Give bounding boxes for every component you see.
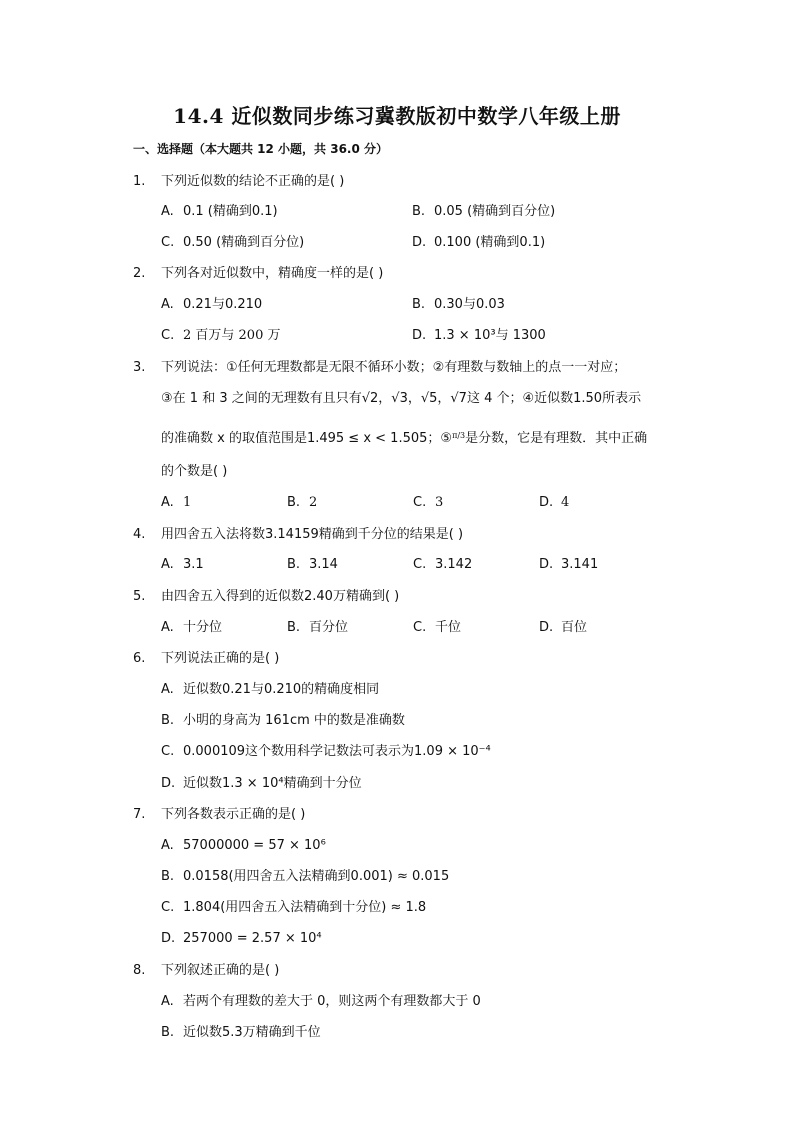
question-text-line-3: 的准确数 x 的取值范围是1.495 ≤ x < 1.505；⑤$^{\pi/3}$是分数，它是有理数．其中正确 [161, 431, 648, 446]
option-a: A. 57000000 = 57 × 10⁶ [161, 838, 326, 853]
question-text: 用四舍五入法将数3.14159精确到千分位的结果是( ) [161, 527, 464, 542]
option-b: B. 小明的身高为 161cm 中的数是准确数 [161, 713, 405, 728]
option-b: B. 2 [287, 495, 318, 510]
option-d: D. 1.3 × 10³与 1300 [412, 328, 546, 343]
option-d: D. 257000 = 2.57 × 10⁴ [161, 931, 322, 946]
option-c: C. 2 百万与 200 万 [161, 328, 281, 343]
option-b: B. 0.0158(用四舍五入法精确到0.001) ≈ 0.015 [161, 869, 450, 884]
option-d: D. 0.100 (精确到0.1) [412, 235, 546, 250]
question-number: 4. [133, 527, 146, 542]
option-c: C. 千位 [413, 620, 462, 635]
question-text-line-4: 的个数是( ) [161, 464, 228, 479]
option-a: A. 3.1 [161, 557, 204, 572]
option-a: A. 十分位 [161, 620, 223, 635]
question-text-line-1: 下列说法：①任何无理数都是无限不循环小数；②有理数与数轴上的点一一对应； [161, 360, 627, 375]
question-number: 1. [133, 174, 146, 189]
option-b: B. 3.14 [287, 557, 338, 572]
option-d: D. 近似数1.3 × 10⁴精确到十分位 [161, 776, 362, 791]
option-b: B. 百分位 [287, 620, 349, 635]
option-a: A. 若两个有理数的差大于 0，则这两个有理数都大于 0 [161, 994, 481, 1009]
option-c: C. 0.50 (精确到百分位) [161, 235, 305, 250]
option-b: B. 0.30与0.03 [412, 297, 505, 312]
option-c: C. 0.000109这个数用科学记数法可表示为1.09 × 10⁻⁴ [161, 744, 491, 759]
question-text: 下列近似数的结论不正确的是( ) [161, 174, 345, 189]
question-4 [133, 526, 463, 544]
question-text: 由四舍五入得到的近似数2.40万精确到( ) [161, 589, 400, 604]
option-a: A. 0.21与0.210 [161, 297, 263, 312]
question-text-line-2: ③在 1 和 3 之间的无理数有且只有√2，√3，√5，√7这 4 个；④近似数1.50所表示 [161, 391, 642, 406]
question-number: 3. [133, 360, 146, 375]
option-c: C. 3 [413, 495, 444, 510]
option-a: A. 0.1 (精确到0.1) [161, 204, 278, 219]
question-number: 8. [133, 963, 146, 978]
section-heading: 一、选择题（本大题共 12 小题，共 36.0 分） [133, 142, 389, 156]
question-2 [133, 265, 383, 283]
option-c: C. 1.804(用四舍五入法精确到十分位) ≈ 1.8 [161, 900, 427, 915]
option-c: C. 3.142 [413, 557, 473, 572]
question-text: 下列说法正确的是( ) [161, 651, 280, 666]
question-number: 5. [133, 589, 146, 604]
question-7 [133, 806, 305, 824]
pi-over-3-fraction: π/3 [452, 431, 466, 440]
question-text: 下列各数表示正确的是( ) [161, 807, 306, 822]
question-6 [133, 650, 279, 668]
option-d: D. 4 [539, 495, 570, 510]
question-1 [133, 173, 344, 191]
option-a: A. 近似数0.21与0.210的精确度相同 [161, 682, 380, 697]
option-d: D. 百位 [539, 620, 588, 635]
question-text: 下列叙述正确的是( ) [161, 963, 280, 978]
question-3 [133, 359, 626, 377]
question-8 [133, 962, 279, 980]
option-a: A. 1 [161, 495, 192, 510]
question-number: 2. [133, 266, 146, 281]
question-number: 7. [133, 807, 146, 822]
question-5 [133, 588, 399, 606]
document-title: 14.4 近似数同步练习冀教版初中数学八年级上册 [173, 104, 621, 128]
question-number: 6. [133, 651, 146, 666]
question-text: 下列各对近似数中，精确度一样的是( ) [161, 266, 384, 281]
option-d: D. 3.141 [539, 557, 599, 572]
option-b: B. 近似数5.3万精确到千位 [161, 1025, 321, 1040]
option-b: B. 0.05 (精确到百分位) [412, 204, 556, 219]
